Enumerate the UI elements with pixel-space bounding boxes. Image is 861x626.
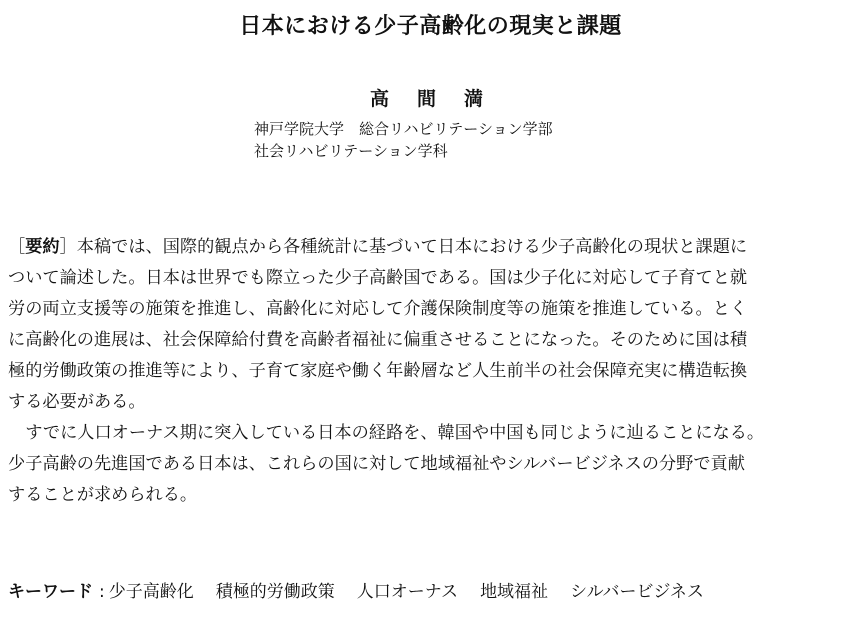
affiliation-line-1: 神戸学院大学 総合リハビリテーション学部 xyxy=(254,120,553,138)
keywords-label: キーワード xyxy=(8,582,93,602)
abstract-line: すでに人口オーナス期に突入している日本の経路を、韓国や中国も同じように辿ることになる。 xyxy=(8,423,765,443)
author-name: 高間満 xyxy=(369,88,511,110)
keywords xyxy=(8,578,726,606)
abstract-line: 少子高齢の先進国である日本は、これらの国に対して地域福祉やシルバービジネスの分野で貢献 xyxy=(8,454,745,474)
keywords-separator: : xyxy=(99,582,105,602)
paper-title: 日本における少子高齢化の現実と課題 xyxy=(239,14,622,39)
abstract-line: する必要がある。 xyxy=(8,392,146,412)
abstract-label-open: ［ xyxy=(8,237,26,257)
abstract-line: に高齢化の進展は、社会保障給付費を高齢者福祉に偏重させることになった。そのために国は積 xyxy=(8,330,748,350)
abstract-label-close: ］ xyxy=(59,237,77,257)
affiliation-line-2: 社会リハビリテーション学科 xyxy=(254,142,448,160)
keyword: 積極的労働政策 xyxy=(215,582,335,602)
keyword: シルバービジネス xyxy=(570,582,704,602)
abstract-line xyxy=(8,232,854,263)
abstract-line: することが求められる。 xyxy=(8,485,198,505)
abstract-line: 労の両立支援等の施策を推進し、高齢化に対応して介護保険制度等の施策を推進している。とく xyxy=(8,299,748,319)
abstract xyxy=(8,232,854,511)
abstract-text: 本稿では、国際的観点から各種統計に基づいて日本における少子高齢化の現状と課題に xyxy=(76,237,748,257)
keyword: 人口オーナス xyxy=(356,582,459,602)
abstract-line: 極的労働政策の推進等により、子育て家庭や働く年齢層など人生前半の社会保障充実に構造転換 xyxy=(8,361,748,381)
abstract-line: ついて論述した。日本は世界でも際立った少子高齢国である。国は少子化に対応して子育てと就 xyxy=(8,268,748,288)
keyword: 地域福祉 xyxy=(480,582,549,602)
abstract-label: 要約 xyxy=(25,237,60,257)
keyword: 少子高齢化 xyxy=(108,582,194,602)
